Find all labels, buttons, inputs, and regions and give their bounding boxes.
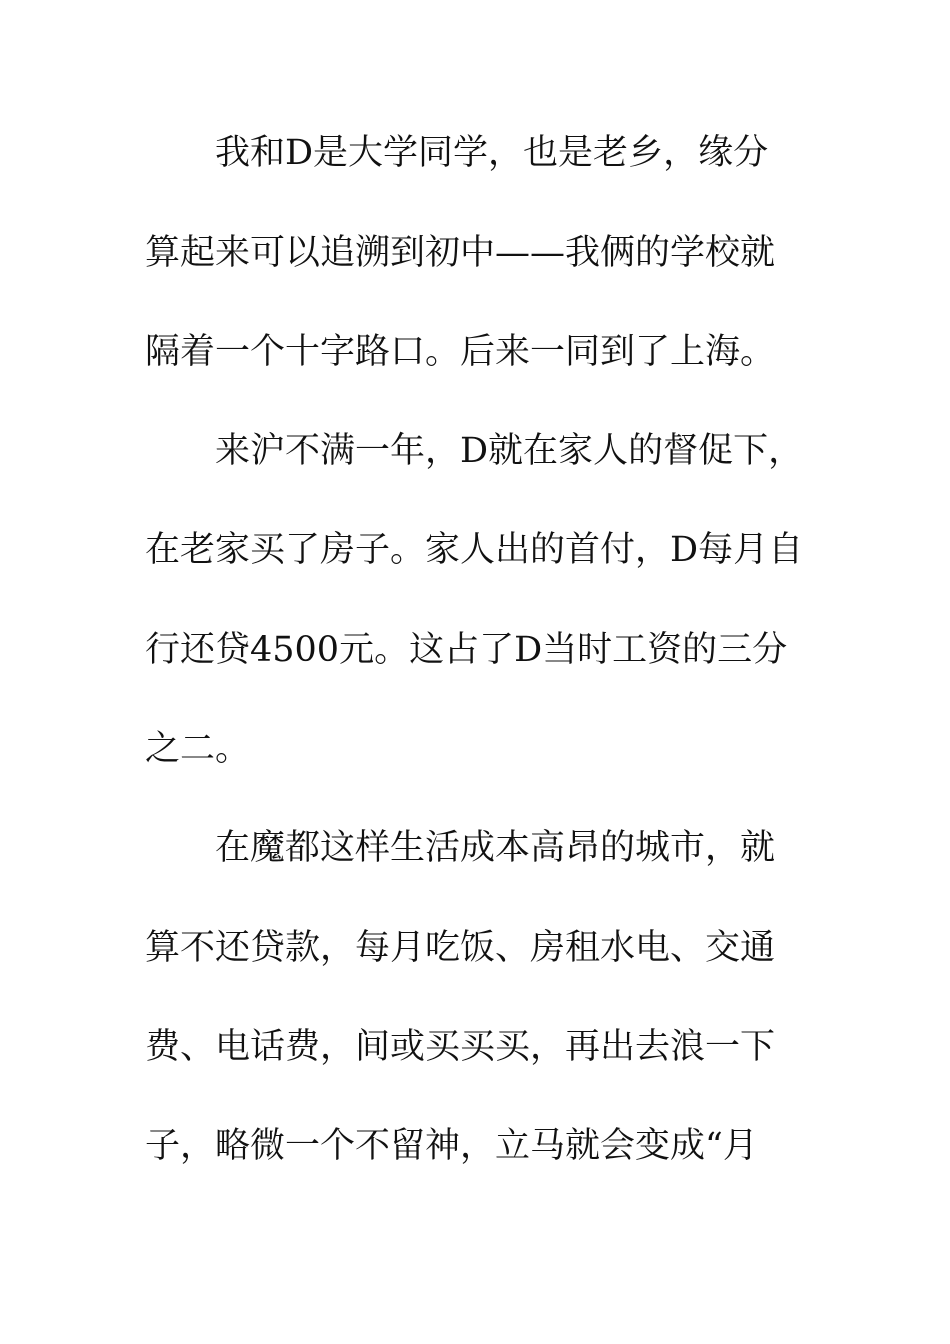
paragraph-2-line-3: 行还贷4500元。这占了D当时工资的三分 xyxy=(145,630,788,670)
paragraph-1-line-3: 隔着一个十字路口。后来一同到了上海。 xyxy=(145,332,776,372)
paragraph-3-line-4: 子，略微一个不留神，立马就会变成“月 xyxy=(145,1126,758,1166)
paragraph-3-line-2: 算不还贷款，每月吃饭、房租水电、交通 xyxy=(145,928,776,968)
paragraph-2-line-4: 之二。 xyxy=(145,729,251,769)
paragraph-1-line-2: 算起来可以追溯到初中——我俩的学校就 xyxy=(145,233,776,273)
paragraph-1-line-1: 我和D是大学同学，也是老乡，缘分 xyxy=(215,133,769,173)
paragraph-2-line-2: 在老家买了房子。家人出的首付，D每月自 xyxy=(145,530,804,570)
paragraph-3-line-3: 费、电话费，间或买买买，再出去浪一下 xyxy=(145,1027,776,1067)
paragraph-3-line-1: 在魔都这样生活成本高昂的城市，就 xyxy=(215,828,776,868)
paragraph-2-line-1: 来沪不满一年，D就在家人的督促下， xyxy=(215,431,804,471)
